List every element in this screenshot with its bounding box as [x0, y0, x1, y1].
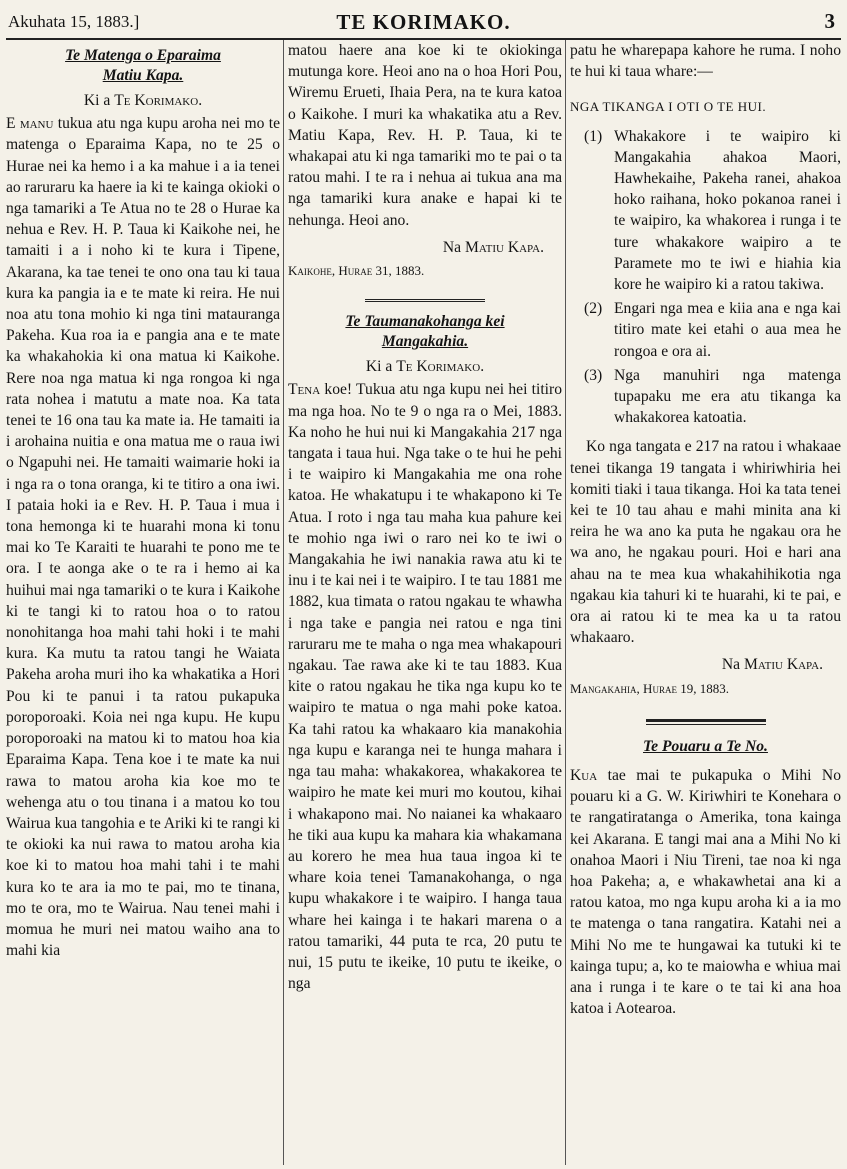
column-rule [283, 40, 284, 1165]
article-text: tukua atu nga kupu aroha nei mo te matenga o Eparaima Kapa, no te 25 o Hurae nei ka hemo i a ka mahue i a ia tenei ao raruraru ka haere ia ki te kainga okioki o nga tamariki a Te Atua no te 28 o Hurae ka nehua e Rev. H. P. Taua ki Kaikohe nei, he tamaiti i a i noho ki te kura i Tipene, Akarana, ka tae tenei te ono ona tau ki taua kura ka pangia ia e te mate ki reira. He nui noa atu tona mohio ki nga tini matauranga Pakeha. Kua roa ia e pangia ana e te mate ka whakahokia ki ona matua ki Kaikohe. Rere noa nga matua ki nga rongoa ki nga rata nohea i matutu a mate noa. Ka tata tenei te 16 ona tau ka mate ia. He tamaiti ia i arohaina nuitia e ona matua me o raua iwi o Ngapuhi nei. He tamaiti waimarie hoki ia i nga ra o tona oranga, ki te titiro a ona iwi. I pataia hoki ia e Rev. H. P. Taua i mua i tona hemonga ki te huarahi mona ki tonu mai ko Te Karaiti te huarahi te pono me te ora. I te aonga ake o te ra i hemo ai ka huihui mai nga tamariki o te kura i Kaikohe ki te tangi ki to ratou hoa o to ratou nonohitanga hoa mahi tahi hoki i te mahi kura. Ka mutu ta ratou tangi he Waiata Pakeha aroha muri iho ka whakatika a Hori Pou ki te panui i ta ratou pukapuka poroporoaki. Koia nei nga kupu. He kupu poroporoaki na matou ki to matou hoa kia Eparaima Kapa. Tena koe i te mate ka nui rawa to matou aroha kia koe mo te wehenga atu o tou tinana i a matou ko tou Wairua kua tangohia e te Ariki ki te rangi ki te okioki ka nui rawa to matou aroha kia koe ki to matou hoa mahi tahi i te mahi kura ko te ara ia mo te pai, mo te tinana, mo te ora, mo te Wairua. Nau tenei mahi i momua he muri nei matou waiho ana to mahi kia [6, 115, 280, 960]
article-body-continued: matou haere ana koe ki te okiokinga mutunga kore. Heoi ano na o hoa Hori Pou, Wiremu Erueti, Ihaia Pera, na te kura katoa o Kaikohe. I muri ka whakatika atu a Rev. Matiu Kapa, Rev. H. P. Taua, ki te whakapai atu ki nga tamariki mo te pai o ta ratou mahi. I te ra i nehua ai tukua ana ma nga tamariki kura anake e hapai ki te nehunga. Heoi ano. [288, 42, 562, 229]
signature-name: Matiu Kapa. [465, 238, 544, 256]
article-separator [365, 299, 485, 302]
signature [570, 654, 841, 675]
article-body [570, 765, 841, 1019]
column-1 [6, 40, 280, 1165]
page-number: 3 [824, 9, 835, 33]
signature-name: Matiu Kapa. [744, 656, 823, 674]
article-separator [646, 719, 766, 725]
article-body [288, 379, 562, 994]
article-title-line: Matiu Kapa. [102, 67, 184, 84]
article-body [6, 113, 280, 961]
rule-item [570, 126, 841, 296]
article-text: koe! Tukua atu nga kupu nei hei titiro ma nga hoa. No te 9 o nga ra o Mei, 1883. Ka noho he hui nui ki Mangakahia 217 nga tangata i taua hui. Nga take o te hui he pehi i te waipiro ki Mangakahia me ona rohe katoa. He whakatupu i te whakapono ki Te Atua. I roto i nga tau maha kua pahure kei te mohio nga iwi o raro nei ko te iwi o Mangakahia he iwi nanakia rawa atu ki te inu i te kai nei i te waipiro. I te tau 1881 me 1882, kua timata o ratou ngakau te whawha i nga take e pangia nei ratou e nga tini raruraru me te maha o nga mea whakapouri ngakau. Tae rawa ake ki te tau 1883. Kua kite o ratou ngakau he tika nga kupu ko te waipiro te matua o nga mahi poke katoa. Ka tahi ratou ka whakaaro kia manakohia nga kupu e karanga nei te hunga mahara i nga tau maha: whakakorea, whakakorea te waipiro he mate kei muri mo koutou, kihai i whakapono mai. No naianei ka whakaaro he tiki aua kupu ka mahara kia whakamana au korero he mea hua taua ingoa ki te whare koia tenei Tamanakohanga, o nga kupu whakakore i te waipiro. I hanga taua whare hei kainga i te hakari marena o a ratou tamariki, 44 puta te rca, 20 putu te nui, 15 putu te ikeike, 10 putu te ikeike, o nga [288, 381, 562, 993]
article-title: Te Pouaru a Te No. [643, 737, 768, 755]
article-title [6, 46, 280, 86]
addressee-name: Te Korimako. [114, 92, 203, 109]
signature [288, 237, 562, 258]
rule-number: (2) [584, 300, 603, 318]
article-body-continued: patu he wharepapa kahore he ruma. I noho te hui ki taua whare:— [570, 42, 841, 81]
newspaper-title: TE KORIMAKO. [336, 10, 511, 34]
article-body-continued: Ko nga tangata e 217 na ratou i whakaae tenei tikanga 19 tangata i whiriwhiria hei komiti tiaki i taua tikanga. Hoi ka tata tenei kei te 10 tau ahau e mahi minita ana ki reira he wa ano ka puta he ngakau ora he wa ano, he ngakau pouri. Hoi e hari ana ahau na te mea kua whakahihikotia nga ngakau kia tahuri ki te huarahi, ki te pai, e ora ai ratou ki te mea ka u ta ratou whakaaro. [570, 438, 841, 647]
rule-item [570, 298, 841, 362]
dateline: Kaikohe, Hurae 31, 1883. [288, 263, 425, 279]
column-2 [288, 40, 562, 1165]
column-rule [565, 40, 566, 1165]
article-title-line: Te Matenga o Eparaima [65, 47, 221, 64]
addressee-name: Te Korimako. [396, 358, 485, 376]
signature-prefix: Na [721, 656, 741, 674]
rule-number: (1) [584, 127, 603, 145]
addressee-prefix: Ki a [365, 358, 393, 376]
rule-text: Engari nga mea e kiia ana e nga kai titiro mate kei etahi o aua mea he rongoa e ora ai. [614, 300, 841, 360]
rule-text: Nga manuhiri nga matenga tupapaku me era atu tikanga ka whakakorea katoatia. [614, 366, 841, 427]
addressee-prefix: Ki a [83, 92, 111, 109]
article-text: tae mai te pukapuka o Mihi No pouaru ki a G. W. Kiriwhiri te Konehara o te rangatiratanga o Amerika, tona kainga kei Akarana. E tangi mai ana a Mihi No ki onahoa Maori i Niu Tireni, tae noa ki nga hoa Pakeha; a, e whakawhetai ana ki a ratou katoa, mo nga kupu aroha ki a ia mo te matenga o tana rangatira. Katahi nei a Mihi No me te hungawai ka tutuki ki te kainga tupu; a, ko te maiowha e whiua mai ana i runga i te kare o te tai ki ana hoa katoa i Aotearoa. [570, 766, 841, 1018]
addressee [288, 356, 562, 377]
rules-heading: NGA TIKANGA I OTI O TE HUI. [570, 99, 767, 115]
column-3 [570, 40, 841, 1165]
article-title-line: Te Taumanakohanga kei [345, 313, 505, 331]
addressee [6, 90, 280, 111]
opening-words: Kua [570, 766, 598, 784]
article-title-line: Mangakahia. [381, 333, 469, 351]
opening-words: E manu [6, 115, 54, 133]
signature-prefix: Na [442, 238, 462, 256]
opening-words: Tena [288, 381, 321, 399]
rule-number: (3) [584, 366, 603, 384]
masthead [6, 4, 841, 40]
article-title [288, 312, 562, 352]
rule-text: Whakakore i te waipiro ki Mangakahia ahakoa Maori, Hawhekaihe, Pakeha ranei, ahakoa hoko raihana, hoko pokanoa ranei i te waipiro, ka whakorea i runga i te ture whakakore waipiro a te Paramete mo te iwi e hiahia kia kore he waipiro ki a ratou takiwa. [614, 127, 841, 294]
issue-date: Akuhata 15, 1883.] [8, 12, 140, 31]
rule-item [570, 365, 841, 429]
rules-list [570, 126, 841, 429]
dateline: Mangakahia, Hurae 19, 1883. [570, 680, 729, 696]
